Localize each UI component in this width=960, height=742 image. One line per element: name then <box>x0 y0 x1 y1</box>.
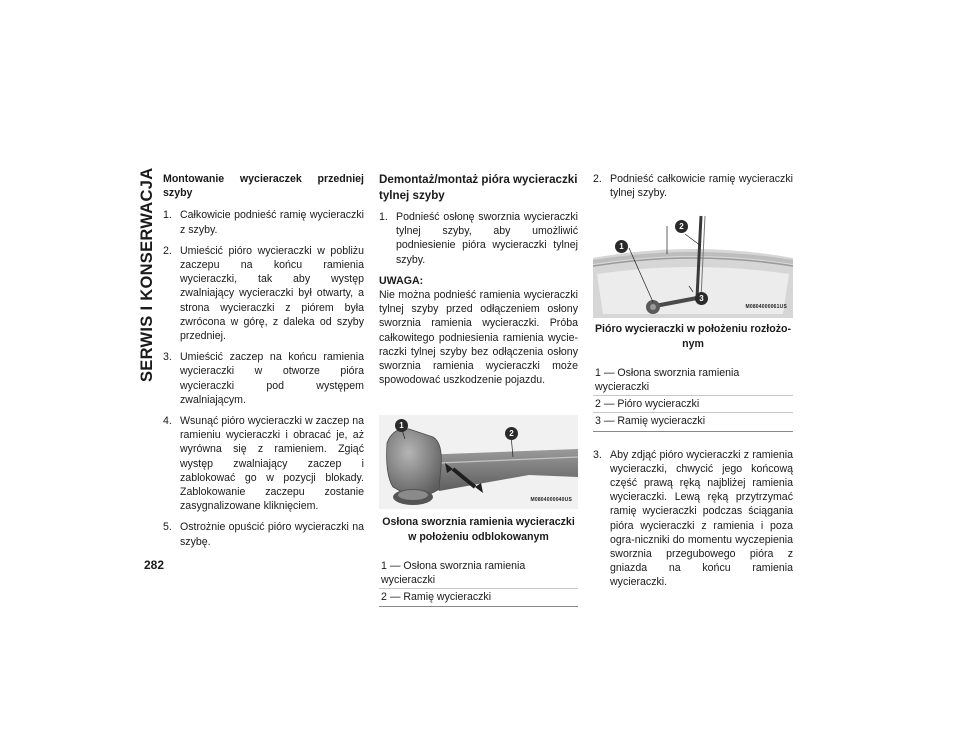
column-front-wiper-install <box>163 172 364 556</box>
rear-wiper-steps-continued <box>593 172 793 200</box>
figure-legend <box>593 365 793 432</box>
section-heading-front-wiper: Montowanie wycieraczek przedniej szyby <box>163 173 364 200</box>
list-item: 4. Wsunąć pióro wycieraczki w zaczep na ramieniu wycieraczki i obracać je, aż wyrówna się z ramieniem. Zgiąć występ zwalniający zaczep i zablokować go w pozycji blokady. Zablokowanie zaczepu zostanie zasygnalizowane kliknięciem. <box>163 415 364 513</box>
callout-3: 3 <box>695 292 708 305</box>
section-heading-rear-wiper: Demontaż/montaż pióra wycieraczki tylnej szyby <box>379 173 578 202</box>
legend-row: 2 — Pióro wycieraczki <box>593 396 793 413</box>
list-item: 5. Ostrożnie opuścić pióro wycieraczki na szybę. <box>163 521 364 548</box>
figure-caption: Pióro wycieraczki w położeniu rozłożo-nym <box>594 323 791 350</box>
legend-row: 1 — Osłona sworznia ramienia wycieraczki <box>593 365 793 396</box>
list-item: 3. Umieścić zaczep na końcu ramienia wycieraczki w otworze pióra wycieraczki pod występem zwalniającym. <box>163 351 364 406</box>
figure-legend <box>379 558 578 608</box>
rear-wiper-steps-final <box>593 448 793 590</box>
list-item: 3. Aby zdjąć pióro wycieraczki z ramienia wycieraczki, chwycić jego końcową część prawą ręką najbliżej ramienia wycieraczki. Lewą ręką przytrzymać ramię wycieraczki podczas ściągania pióra wycieraczki z ramienia i poza ogra-niczniki do momentu wyczepienia sworznia przegubowego pióra z gniazda na końcu ramienia wycieraczki. <box>593 448 793 589</box>
list-item: 2. Umieścić pióro wycieraczki w pobliżu zaczepu na końcu ramienia wycieraczki, tak aby występ zwalniający wycieraczki był otwarty, a strona wycieraczki z piórem była zwrócona w górę, z daleka od szyby przedniej. <box>163 244 364 343</box>
figure-pivot-cover <box>379 415 578 509</box>
legend-row: 1 — Osłona sworznia ramienia wycieraczki <box>379 558 578 589</box>
list-item: 1. Całkowicie podnieść ramię wycieraczki z szyby. <box>163 209 364 236</box>
legend-row: 3 — Ramię wycieraczki <box>595 415 706 428</box>
callout-1: 1 <box>615 240 628 253</box>
figure-code: M0804000040US <box>530 497 572 504</box>
section-side-title: SERWIS I KONSERWACJA <box>137 167 156 382</box>
note-title: UWAGA: <box>379 274 424 287</box>
rear-wiper-steps <box>379 210 578 267</box>
figure-caption: Osłona sworznia ramienia wycieraczki w położeniu odblokowanym <box>382 516 575 543</box>
page-number: 282 <box>144 558 165 572</box>
note-text: Nie można podnieść ramienia wycieraczki tylnej szyby przed odłączeniem osłony sworznia ramienia wycieraczki. Próba całkowitego podniesienia ramienia wycie-raczki tylnej szyby bez odłączenia osłony sworznia ramienia wycieraczki może spowodować uszkodzenie pojazdu. <box>379 289 578 387</box>
legend-row: 2 — Ramię wycieraczki <box>381 591 492 604</box>
column-rear-wiper-removal <box>379 172 578 607</box>
figure-code: M0804000061US <box>745 304 787 311</box>
callout-2: 2 <box>505 427 518 440</box>
figure-wiper-extended <box>593 214 793 318</box>
column-rear-wiper-continued <box>593 172 793 597</box>
list-item: 1. Podnieść osłonę sworznia wycieraczki tylnej szyby, aby umożliwić podniesienie pióra wycieraczki tylnej szyby. <box>379 211 578 266</box>
callout-1: 1 <box>395 419 408 432</box>
callout-2: 2 <box>675 220 688 233</box>
front-wiper-steps <box>163 208 364 548</box>
list-item: 2. Podnieść całkowicie ramię wycieraczki tylnej szyby. <box>593 173 793 200</box>
